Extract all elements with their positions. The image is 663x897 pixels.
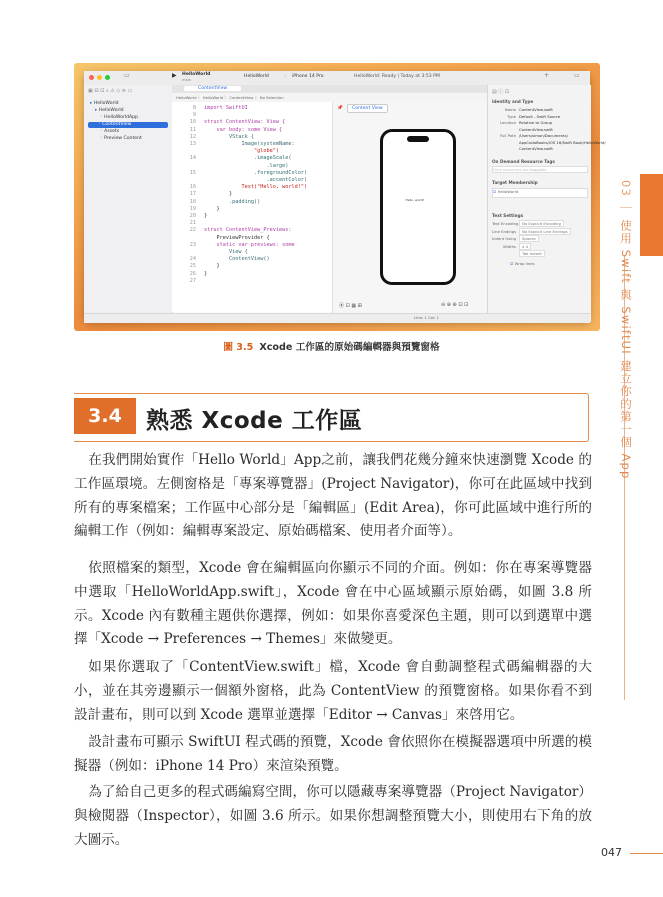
code-line: [172, 112, 204, 119]
chapter-tab: [640, 174, 663, 256]
jump-bar-path: HelloWorld 〉 HelloWorld 〉 ContentView 〉 No Selection: [176, 95, 284, 100]
text-setting-key: Text Encoding: [492, 221, 519, 226]
inspector-row-value[interactable]: Relative to Group: [519, 120, 553, 125]
text-setting-value[interactable]: No Explicit Encoding: [519, 220, 564, 227]
file-icon: ◦: [100, 136, 105, 141]
wrap-lines-label: Wrap lines: [514, 261, 535, 266]
source-editor[interactable]: [172, 102, 332, 312]
identity-header: Identity and Type: [492, 99, 534, 104]
code-text: VStack {: [204, 133, 254, 140]
figure-number: 圖 3.5: [223, 342, 254, 353]
xcode-screenshot-figure: [74, 63, 606, 331]
zoom-window-icon[interactable]: [105, 75, 110, 80]
section-title: 熟悉 Xcode 工作區: [146, 408, 363, 434]
xcode-window: [84, 71, 606, 322]
inspector-row: [492, 140, 606, 145]
code-line: [172, 227, 291, 234]
code-line: [172, 105, 248, 112]
inspector-row-value[interactable]: ContentView.swift: [519, 107, 553, 112]
code-text: "globe"): [204, 148, 279, 155]
paragraph-3: 如果你選取了「ContentView.swift」檔，Xcode 會自動調整程式碼編輯器的大小，並在其旁邊顯示一個額外窗格，此為 ContentView 的預覽窗格。如果你看不到設計畫布，則可以到 Xcode 選單並選擇「Editor → Canvas」來啓用它。: [74, 659, 592, 723]
code-text: Text("Hello, world!"): [204, 184, 308, 191]
text-setting-value[interactable]: No Explicit Line Endings: [519, 228, 571, 235]
line-number: 27: [189, 277, 196, 284]
inspector-row: [492, 114, 560, 119]
code-text: .accentColor): [204, 177, 308, 183]
inspector-row-value[interactable]: ContentView.swift: [519, 146, 553, 151]
text-setting-value[interactable]: Spaces: [519, 235, 539, 242]
code-line: [172, 127, 282, 134]
file-icon: ◦: [98, 122, 103, 127]
paragraph-5: 為了給自己更多的程式碼編寫空間，你可以隱藏專案導覽器（Project Navigator）與檢閱器（Inspector），如圖 3.6 所示。如果你想調整預覽大小，則使用右下角的放大圖示。: [74, 784, 592, 848]
on-demand-header: On Demand Resource Tags: [492, 159, 555, 164]
inspector-row-key: Type: [507, 113, 516, 119]
preview-pin-button[interactable]: Content View: [347, 104, 388, 113]
add-icon[interactable]: +: [544, 72, 550, 79]
code-line: [172, 235, 270, 242]
section-number: 3.4: [74, 398, 136, 434]
navigator-item[interactable]: [88, 122, 168, 128]
text-setting-value[interactable]: 4 4: [519, 243, 531, 250]
inspector-row-value[interactable]: Default - Swift Source: [519, 113, 561, 119]
text-setting-row: [492, 236, 539, 241]
inspector-row-key: Full Path: [499, 133, 516, 138]
code-text: .large): [204, 162, 289, 169]
checkbox-checked-icon[interactable]: ☑: [493, 189, 497, 194]
line-number: 19: [189, 205, 196, 212]
run-icon[interactable]: ▶: [172, 72, 177, 79]
text-setting-row: [492, 251, 545, 256]
line-number: 11: [189, 126, 196, 133]
text-setting-key: Indent Using: [492, 236, 517, 241]
page-number: 047: [601, 846, 622, 859]
navigator-item[interactable]: [100, 129, 119, 135]
code-line: [172, 249, 248, 256]
xcode-toolbar: [84, 71, 590, 86]
tab-contentview[interactable]: ContentView: [184, 86, 241, 91]
code-line: [172, 163, 288, 170]
code-line: [172, 263, 220, 270]
navigator-item[interactable]: [90, 101, 119, 107]
line-number: 21: [189, 220, 196, 227]
code-line: [172, 134, 254, 141]
code-text: }: [204, 191, 233, 198]
inspector-row-value[interactable]: ContentView.swift: [519, 126, 553, 132]
scheme-selector[interactable]: HelloWorld: [244, 74, 269, 79]
inspector-toggle-icon[interactable]: ▭: [574, 72, 580, 79]
paragraph-4: 設計畫布可顯示 SwiftUI 程式碼的預覽，Xcode 會依照你在模擬器選項中所選的模擬器（例如：iPhone 14 Pro）來渲染預覽。: [74, 734, 592, 774]
text-setting-row: [492, 244, 531, 249]
folder-icon: ▸: [90, 101, 94, 106]
inspector: [487, 85, 606, 322]
checkbox-checked-icon[interactable]: ☑: [510, 261, 514, 266]
text-settings-header: Text Settings: [492, 213, 524, 218]
navigator-item-label: Preview Content: [104, 136, 142, 141]
code-line: [172, 213, 207, 220]
activity-status: HelloWorld: Ready | Today at 3:53 PM: [354, 74, 440, 79]
dynamic-island: [407, 136, 429, 142]
line-number: 24: [189, 256, 196, 263]
line-number: 8: [192, 105, 196, 111]
navigator-item-label: HelloWorld: [98, 108, 124, 113]
chapter-title: 使用 Swift 與 SwiftUI 建立你的第一個 App: [619, 219, 633, 480]
wrap-lines-option[interactable]: [510, 261, 535, 266]
line-number: 16: [189, 184, 196, 191]
line-number: 20: [189, 213, 196, 219]
code-text: }: [204, 205, 220, 212]
line-number: 12: [189, 133, 196, 140]
code-line: [172, 177, 307, 184]
code-line: [172, 220, 204, 227]
close-window-icon[interactable]: [89, 75, 94, 80]
code-line: [172, 155, 291, 162]
chapter-running-head: 03 ｜ 使用 Swift 與 SwiftUI 建立你的第一個 App: [619, 180, 633, 480]
inspector-row: [492, 107, 553, 112]
inspector-row-value[interactable]: /Users/simon/Documents/: [519, 133, 568, 138]
code-text: ContentView(): [204, 256, 270, 263]
text-setting-row: [492, 229, 571, 234]
code-line: [172, 184, 307, 191]
line-number: 25: [189, 263, 196, 270]
chapter-number: 03: [619, 180, 633, 198]
zoom-controls[interactable]: ⊖ ⊕ ⊕ ⊡ ⊡: [441, 302, 469, 308]
code-text: PreviewProvider {: [204, 234, 270, 241]
inspector-row-key: Location: [499, 120, 516, 125]
text-setting-key: Line Endings: [492, 228, 517, 234]
code-line: [172, 170, 307, 177]
inspector-tabs[interactable]: ▤ ⓘ ⊡: [492, 89, 510, 95]
navigator-tabs[interactable]: ▣ ⊟ ⊡ ⌕ ⚠ ◇ ≡ ▭: [88, 88, 133, 94]
navigator-item[interactable]: [100, 136, 142, 142]
navigator-item[interactable]: [95, 108, 124, 114]
inspector-row-value[interactable]: AppCodaBooks/iOS 16/Swift Book/HelloWorld/: [519, 139, 606, 145]
inspector-row: [492, 120, 552, 125]
navigator-item-label: HelloWorldApp: [104, 115, 138, 120]
line-number: 14: [189, 155, 196, 162]
code-text: .padding(): [204, 198, 261, 205]
code-text: View {: [204, 249, 248, 255]
debug-bar: [84, 313, 590, 323]
preview-text: Hello, world!: [405, 198, 425, 202]
target-item-label: HelloWorld: [497, 189, 519, 194]
line-number: 13: [189, 141, 196, 147]
target-header: Target Membership: [492, 180, 538, 185]
code-text: struct ContentView: View {: [204, 119, 286, 126]
code-text: }: [204, 263, 220, 270]
file-icon: ◦: [100, 129, 105, 134]
device-selector[interactable]: iPhone 14 Pro: [292, 74, 324, 79]
inspector-row: [492, 133, 568, 138]
code-line: [172, 271, 207, 278]
text-setting-value[interactable]: Tab Indent: [519, 250, 545, 257]
navigator-item-label: ContentView: [102, 122, 132, 127]
code-text: static var previews: some: [204, 241, 295, 248]
tags-input[interactable]: Only resources are taggable: [492, 166, 588, 173]
cursor-position: Line: 1 Col: 1: [414, 315, 439, 320]
line-number: 17: [189, 191, 196, 198]
code-text: }: [204, 213, 208, 219]
code-line: [172, 206, 220, 213]
code-text: .foregroundColor(: [204, 169, 308, 176]
code-line: [172, 278, 204, 285]
code-text: .imageScale(: [204, 155, 292, 162]
window-controls: [89, 75, 110, 80]
code-line: [172, 148, 279, 155]
sidebar-toggle-icon[interactable]: ▭: [124, 72, 130, 79]
folder-icon: ▸: [95, 108, 99, 113]
inspector-row-key: Name: [504, 107, 516, 112]
paragraph-2: 依照檔案的類型，Xcode 會在編輯區向你顯示不同的介面。例如：你在專案導覽器中選取「HelloWorldApp.swift」，Xcode 會在中心區域顯示原始碼，如圖 3.8 所示。Xcode 內有數種主題供你選擇，例如：如果你喜愛深色主題，則可以到選單中選擇「Xcode → Preferences → Themes」來做變更。: [74, 560, 592, 648]
code-text: Image(systemName:: [204, 141, 295, 147]
code-text: import SwiftUI: [204, 105, 248, 111]
target-item[interactable]: [492, 188, 588, 198]
minimize-window-icon[interactable]: [97, 75, 102, 80]
code-line: [172, 199, 260, 206]
text-setting-key: Widths: [502, 243, 516, 249]
navigator-item-label: HelloWorld: [93, 101, 119, 106]
paragraph-1: 在我們開始實作「Hello World」App之前，讓我們花幾分鐘來快速瀏覽 Xcode 的工作區環境。左側窗格是「專案導覽器」(Project Navigator)，你可在此區域中找到所有的專案檔案；工作區中心部分是「編輯區」(Edit Area)，你可此區域中進行所的編輯工作（例如：編輯專案設定、原始碼檔案、使用者介面等）。: [74, 452, 592, 540]
iphone-preview: [380, 129, 456, 285]
code-line: [172, 119, 285, 126]
file-icon: ◦: [100, 115, 105, 120]
page-number-rule: [630, 853, 663, 854]
code-text: var body: some View {: [204, 126, 283, 133]
code-line: [172, 191, 232, 198]
line-number: 23: [189, 241, 196, 248]
code-line: [172, 141, 295, 148]
inspector-row: [492, 146, 553, 151]
navigator-item-label: Assets: [104, 129, 120, 134]
code-line: [172, 242, 295, 249]
project-navigator: [84, 85, 173, 322]
chevron-right-icon: 〉: [284, 75, 289, 80]
code-line: [172, 256, 270, 263]
line-number: 18: [189, 198, 196, 205]
line-number: 15: [189, 169, 196, 176]
navigator-item[interactable]: [100, 115, 138, 121]
text-setting-row: [492, 221, 564, 226]
line-number: 26: [189, 270, 196, 277]
code-text: struct ContentView_Previews:: [204, 227, 292, 234]
figure-caption: [0, 339, 663, 353]
inspector-row: [492, 127, 553, 132]
project-branch: main: [182, 78, 191, 82]
figure-caption-text: Xcode 工作區的原始碼編輯器與預覽窗格: [259, 342, 440, 353]
preview-mode-controls[interactable]: ⦿ ⊡ ▦ ⊞: [339, 303, 362, 309]
line-number: 22: [189, 227, 196, 234]
project-title: HelloWorld: [182, 72, 211, 77]
line-number: 10: [189, 119, 196, 126]
code-text: }: [204, 270, 208, 277]
line-number: 9: [192, 112, 196, 119]
preview-canvas: [332, 102, 488, 322]
pin-icon[interactable]: 📌: [337, 106, 343, 111]
